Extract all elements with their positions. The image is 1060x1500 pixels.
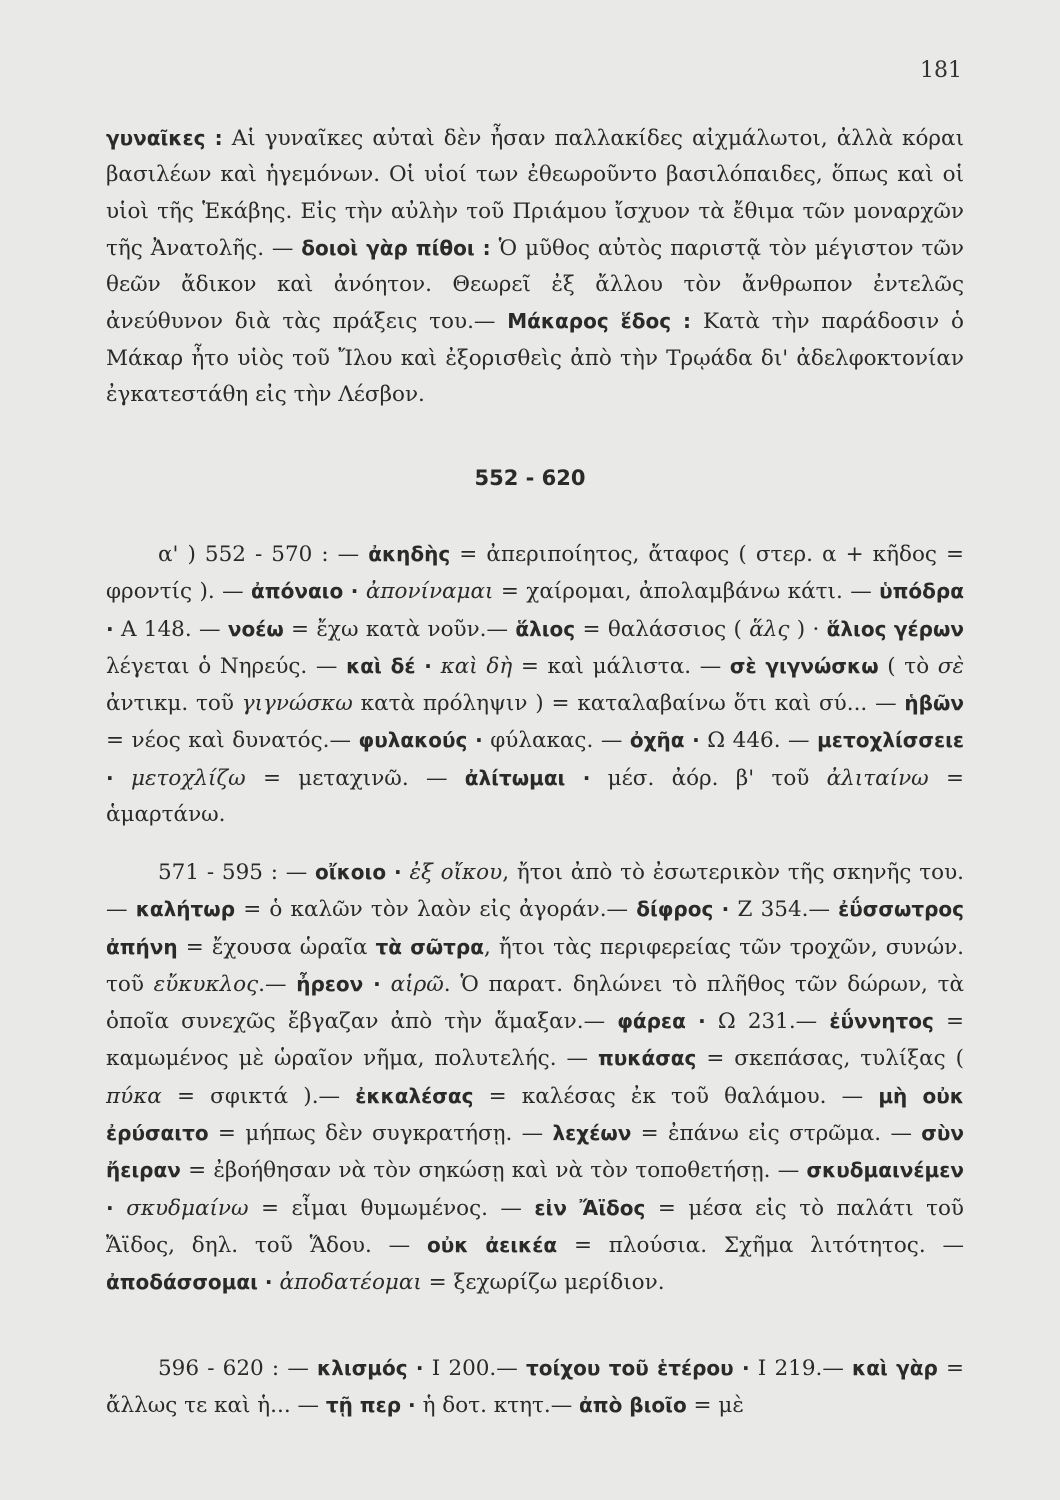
lemma: σκυδμαινέμεν · — [106, 1158, 964, 1220]
gloss-text: , ἤτοι ἀπὸ τὸ ἐσωτερικὸν τῆς σκηνῆς του.— — [106, 860, 964, 923]
lemma: μετοχλίσσειε · — [106, 728, 965, 790]
lemma: οἴκοιο · — [315, 860, 410, 884]
italic-term: σκυδμαίνω — [126, 1195, 249, 1221]
gloss-text: ) · — [789, 616, 827, 642]
gloss-text: Ω 231.— — [705, 1009, 830, 1035]
gloss-text: = σκεπάσας, τυλίξας ( — [696, 1046, 964, 1072]
gloss-text: 596 - 620 : — — [158, 1356, 318, 1381]
gloss-text: ἀντικμ. τοῦ — [106, 691, 242, 717]
gloss-text: κατὰ πρόληψιν ) = καταλαβαίνω ὅτι καὶ σύ... — — [352, 691, 905, 717]
italic-term: ἀπονίναμαι — [365, 579, 494, 605]
gloss-text: = ἀπεριποίητος, ἄταφος ( στερ. α + κῆδος = φροντίς ). — — [106, 542, 964, 605]
italic-term: εὔκυκλος — [153, 971, 259, 997]
italic-term: καὶ δὴ — [440, 653, 513, 679]
commentary-paragraph-3 — [106, 854, 964, 1302]
lemma: ἡβῶν — [904, 691, 964, 716]
gloss-text: Ω 446. — — [699, 728, 818, 754]
commentary-paragraph-2 — [106, 536, 964, 833]
lemma: κλισμός · — [317, 1356, 424, 1380]
lemma: δοιοὶ γὰρ πίθοι : — [301, 235, 499, 260]
gloss-text: Ζ 354.— — [729, 897, 839, 923]
lemma: πυκάσας — [597, 1046, 697, 1071]
gloss-text: = νέος καὶ δυνατός.— — [106, 728, 359, 754]
lemma: λεχέων — [552, 1121, 632, 1146]
lemma: τοίχου τοῦ ἑτέρου · — [525, 1356, 750, 1380]
gloss-text: ἡ δοτ. κτητ.— — [422, 1393, 580, 1419]
gloss-text: Αἱ γυναῖκες αὐταὶ δὲν ἦσαν παλλακίδες αἰχμάλωτοι, ἀλλὰ κόραι βασιλέων καὶ ἡγεμόνων. Οἱ υἱοί των ἐθεωροῦντο βασιλόπαιδες, ὅπως καὶ οἱ υἱοὶ τῆς Ἑκάβης. Εἰς τὴν αὐλὴν τοῦ Πριάμου ἴσχυον τὰ ἔθιμα τῶν μοναρχῶν τῆς Ἀνατολῆς. — — [106, 126, 964, 261]
lemma: ἅλιος γέρων — [826, 616, 964, 641]
lemma: μὴ οὐκ ἐρύσαιτο — [106, 1083, 965, 1146]
gloss-text: = καλέσας ἐκ τοῦ θαλάμου. — — [473, 1083, 879, 1109]
lemma: ὑπόδρα · — [106, 579, 964, 641]
italic-term: ἀλιταίνω — [826, 765, 929, 791]
italic-term: πύκα — [106, 1083, 162, 1109]
lemma: φυλακούς · — [358, 728, 483, 753]
gloss-text: = ξεχωρίζω μερίδιον. — [421, 1270, 665, 1296]
gloss-text: = εἶμαι θυμωμένος. — — [248, 1195, 535, 1221]
gloss-text: Ὁ μῦθος αὐτὸς παριστᾷ τὸν μέγιστον τῶν θεῶν ἄδικον καὶ ἀνόητον. Θεωρεῖ ἐξ ἄλλου τὸν ἄνθρωπον ἐντελῶς ἀνεύθυνον διὰ τὰς πράξεις του.— — [106, 235, 964, 335]
lemma: ὀχῆα · — [629, 728, 700, 753]
page-number: 181 — [920, 58, 962, 83]
lemma: τὰ σῶτρα — [375, 934, 484, 959]
gloss-text: = καμωμένος μὲ ὡραῖον νῆμα, πολυτελής. — — [106, 1009, 964, 1072]
gloss-text: 571 - 595 : — — [158, 860, 316, 885]
lemma: ἦρεον · — [296, 971, 391, 996]
lemma: καὶ γὰρ — [852, 1356, 938, 1380]
lemma: ἅλιος — [515, 616, 576, 641]
gloss-text: = ἐπάνω εἰς στρῶμα. — — [631, 1121, 922, 1147]
italic-term: μετοχλίζω — [131, 765, 246, 791]
lemma: νοέω — [227, 616, 284, 641]
lemma: ἐΰσσωτρος ἀπήνη — [106, 897, 965, 959]
italic-term: ἀποδατέομαι — [279, 1270, 422, 1296]
lemma: καλήτωρ — [135, 897, 236, 922]
lemma: ἀκηδὴς — [368, 542, 451, 566]
gloss-text: = ἔχω κατὰ νοῦν.— — [283, 616, 516, 642]
lemma: καὶ δέ · — [346, 653, 441, 678]
gloss-text: = μήπως δὲν συγκρατήσῃ. — — [208, 1121, 553, 1147]
gloss-text: μέσ. ἀόρ. β' τοῦ — [590, 765, 827, 791]
lemma: δίφρος · — [636, 897, 730, 922]
section-heading: 552 - 620 — [474, 466, 586, 490]
gloss-text: = ἐβοήθησαν νὰ τὸν σηκώσῃ καὶ νὰ τὸν τοποθετήσῃ. — — [180, 1158, 807, 1184]
lemma: γυναῖκες : — [106, 126, 232, 150]
gloss-text: = χαίρομαι, ἀπολαμβάνω κάτι. — — [493, 579, 880, 605]
gloss-text: ( τὸ — [878, 653, 938, 679]
lemma: Μάκαρος ἕδος : — [507, 309, 703, 334]
gloss-text: Κατὰ τὴν παράδοσιν ὁ Μάκαρ ἦτο υἱὸς τοῦ Ἴλου καὶ ἐξορισθεὶς ἀπὸ τὴν Τρῳάδα δι' ἀδελφοκτονίαν ἐγκατεστάθη εἰς τὴν Λέσβον. — [106, 309, 964, 408]
lemma: σὺν ἤειραν — [106, 1121, 964, 1183]
gloss-text: = ὁ καλῶν τὸν λαὸν εἰς ἀγοράν.— — [235, 897, 637, 923]
lemma: ἐκκαλέσας — [355, 1083, 474, 1108]
gloss-text: = σφικτά ).— — [161, 1083, 356, 1109]
lemma: ἀλίτωμαι · — [464, 765, 591, 790]
gloss-text: φύλακας. — — [482, 728, 630, 754]
gloss-text: = ἔχουσα ὡραῖα — [177, 934, 376, 960]
italic-term: ἅλς — [749, 616, 790, 642]
lemma: οὐκ ἀεικέα — [426, 1232, 558, 1257]
gloss-text: Ι 219.— — [749, 1356, 853, 1381]
lemma: φάρεα · — [617, 1009, 706, 1034]
lemma: ἀπὸ βιοῖο — [579, 1393, 687, 1418]
gloss-text: = θαλάσσιος ( — [575, 616, 750, 642]
gloss-text: = μὲ — [686, 1393, 744, 1419]
gloss-text: λέγεται ὁ Νηρεύς. — — [106, 653, 347, 679]
gloss-text: , ἤτοι τὰς περιφερείας τῶν τροχῶν, συνών. τοῦ — [106, 934, 965, 997]
italic-term: αἱρῶ — [390, 971, 444, 997]
lemma: ἀποδάσσομαι · — [106, 1270, 280, 1295]
lemma: εἰν Ἄϊδος — [534, 1195, 646, 1220]
gloss-text: = μέσα εἰς τὸ παλάτι τοῦ Ἄϊδος, δηλ. τοῦ Ἅδου. — — [106, 1195, 964, 1258]
gloss-text: .— — [258, 971, 297, 997]
gloss-text: = πλούσια. Σχῆμα λιτότητος. — — [557, 1232, 964, 1258]
gloss-text: = ἄλλως τε καὶ ἡ... — — [106, 1356, 964, 1419]
italic-term: ἐξ οἴκου — [409, 860, 503, 885]
commentary-paragraph-4 — [106, 1350, 964, 1425]
lemma: ἐΰννητος — [829, 1009, 934, 1034]
lemma: σὲ γιγνώσκω — [729, 653, 879, 678]
lemma: τῇ περ · — [325, 1393, 423, 1418]
gloss-text: = μεταχινῶ. — — [245, 765, 465, 791]
lemma: ἀπόναιο · — [251, 579, 366, 604]
gloss-text: Ι 200.— — [423, 1356, 526, 1381]
gloss-text: = καὶ μάλιστα. — — [512, 653, 730, 679]
italic-term: σὲ — [937, 653, 965, 679]
gloss-text: α' ) 552 - 570 : — — [158, 542, 369, 567]
commentary-paragraph-1 — [106, 120, 964, 413]
gloss-text: = ἁμαρτάνω. — [106, 765, 964, 828]
italic-term: γιγνώσκω — [241, 691, 353, 717]
gloss-text: Α 148. — — [113, 616, 228, 642]
gloss-text: . Ὁ παρατ. δηλώνει τὸ πλῆθος τῶν δώρων, τὰ ὁποῖα συνεχῶς ἔβγαζαν ἀπὸ τὴν ἅμαξαν.— — [106, 971, 964, 1035]
